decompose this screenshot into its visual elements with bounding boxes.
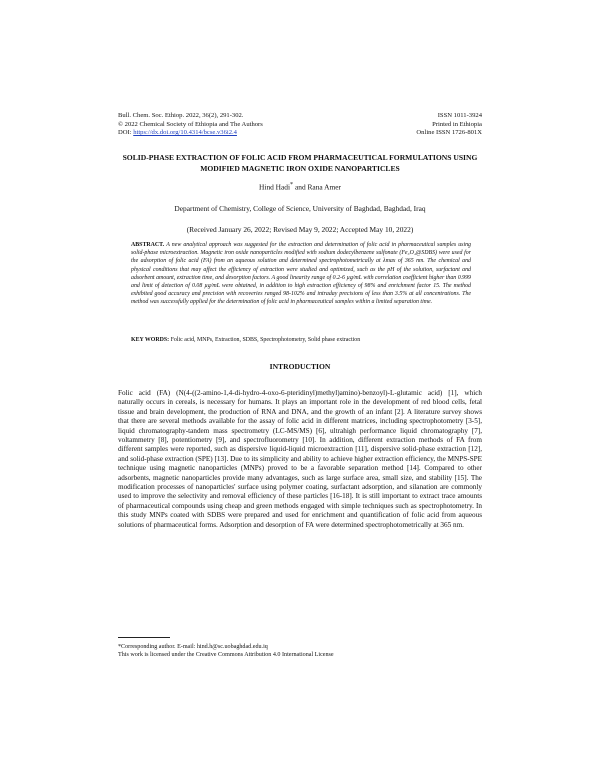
doi-label: DOI: (118, 129, 132, 137)
affiliation: Department of Chemistry, College of Science, University of Baghdad, Baghdad, Iraq (174, 204, 426, 213)
keywords-block (131, 337, 471, 343)
keywords-label: KEY WORDS: (131, 337, 170, 343)
corresponding-mark: * (290, 182, 294, 188)
abstract-block (131, 241, 471, 307)
author-connector: and (293, 182, 308, 192)
printed-line: Printed in Ethiopia (432, 120, 482, 128)
intro-paragraph: Folic acid (FA) (N(4-((2-amino-1,4-di-hydro-4-oxo-6-pteridinyl)methyl)amino)-benzoyl)-L-glutamic acid) [1], which naturally occurs in cereals, is necessary for humans. It plays an important role in the development of red blood cells, fetal tissue and brain development, the production of RNA and DNA, and the growth of an infant [2]. A literature survey shows that there are several methods available for the assay of folic acid in different matrices, including spectrophotometry [3-5], liquid chromatography-tandem mass spectrometry (LC-MS/MS) [6], ultrahigh performance liquid chromatography [7], voltammetry [8], potentiometry [9], and spectrofluorometry [10]. In addition, different extraction methods of FA from different samples were reported, such as dispersive liquid-liquid microextraction [11], dispersive solid-phase extraction [12], and solid-phase extraction (SPE) [13]. Due to its simplicity and ability to achieve higher extraction efficiency, the MNPS-SPE technique using magnetic nanoparticles (MNPs) proved to be a favorable separation method [14]. Compared to other adsorbents, magnetic nanoparticles provide many advantages, such as large surface area, small size, and stability [15]. The modification processes of nanoparticles' surface using polymer coating, surfactant adsorption, and silanation are commonly used to improve the selectivity and removal efficiency of these particles [16-18]. It is still important to extract trace amounts of pharmaceutical compounds using cheap and green methods engaged with simple techniques such as spectrophotometry. In this study MNPs coated with SDBS were prepared and used for enrichment and quantification of folic acid from aqueous solutions of pharmaceutical forms. Adsorption and desorption of FA were determined spectrophotometrically at 365 nm. (118, 389, 482, 529)
doi-link[interactable]: https://dx.doi.org/10.4314/bcse.v36i2.4 (133, 129, 237, 137)
submission-dates: (Received January 26, 2022; Revised May 9, 2022; Accepted May 10, 2022) (186, 225, 414, 234)
abstract-text: A new analytical approach was suggested for the extraction and determination of folic acid in pharmaceutical samples using solid-phase microextraction. Magnetic iron oxide nanoparticles modified with sodium dodecylbenzene sulfonate (Fe₃O₄@SDBS) were used for the adsorption of folic acid (FA) from an aqueous solution and determined spectrophotometrically at λmax of 365 nm. The chemical and physical conditions that may affect the efficiency of extraction were studied and optimized, such as the pH of the solution, surfactant and adsorbent amount, extraction time, and desorption factors. A good linearity range of 0.2-6 µg/mL with correlation coefficient higher than 0.999 and limit of detection of 0.08 µg/mL were obtained, in addition to high extraction efficiency of 98% and enrichment factor 15. The method exhibited good accuracy and precision with recoveries ranged 98-102% and intraday precisions of less than 3.5% at all concentrations. The method was successfully applied for the determination of folic acid in pharmaceutical samples within a limited separation time. (131, 242, 471, 306)
paper-title: SOLID-PHASE EXTRACTION OF FOLIC ACID FROM PHARMACEUTICAL FORMULATIONS USING MODIFIED MAGNETIC IRON OXIDE NANOPARTICLES (122, 153, 478, 173)
footnote-divider (118, 637, 170, 638)
journal-header-left (118, 112, 263, 138)
section-heading: INTRODUCTION (269, 362, 331, 371)
author-list (118, 182, 482, 191)
keywords-text: Folic acid, MNPs, Extraction, SDBS, Spectrophotometry, Solid phase extraction (170, 337, 361, 343)
author-name: Rana Amer (307, 182, 341, 192)
abstract-label: ABSTRACT. (131, 242, 165, 248)
issn-line: ISSN 1011-3924 (437, 112, 482, 119)
doi-line (118, 129, 263, 138)
corresponding-author-note: *Corresponding author. E-mail: hind.h@sc.uobaghdad.edu.iq (118, 644, 268, 650)
copyright-line: © 2022 Chemical Society of Ethiopia and The Authors (118, 120, 263, 128)
journal-citation: Bull. Chem. Soc. Ethiop. 2022, 36(2), 291-302. (118, 112, 244, 119)
online-issn-line: Online ISSN 1726-801X (416, 129, 482, 137)
journal-header-right (416, 112, 482, 138)
author-name: Hind Hadi (259, 182, 291, 192)
license-note: This work is licensed under the Creative Commons Attribution 4.0 International License (118, 652, 334, 658)
